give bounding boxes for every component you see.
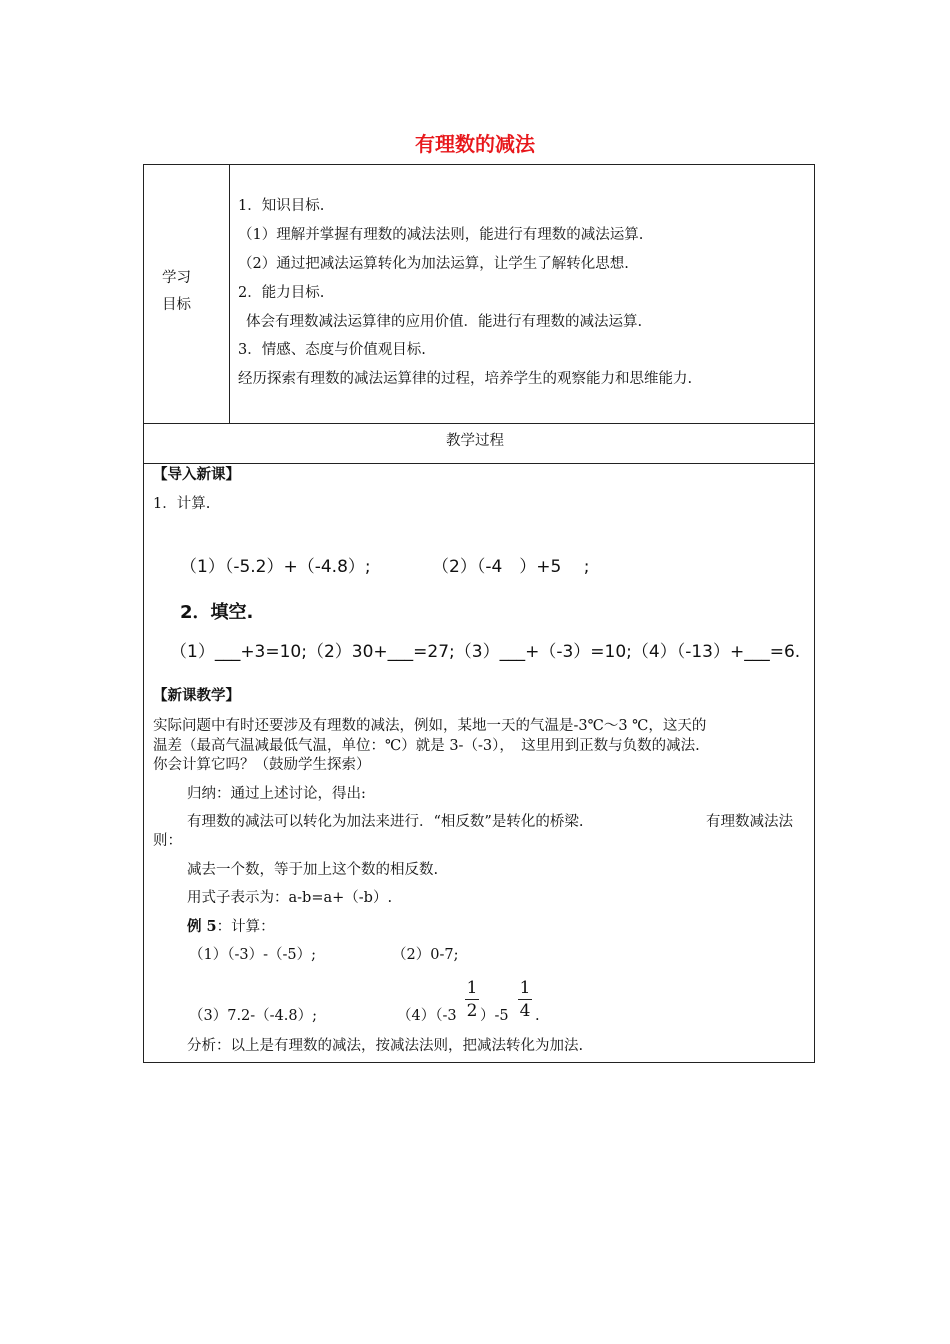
example-item: ）-5	[480, 1008, 509, 1024]
calc-expression: （2）（-4 ）+5 ;	[432, 557, 590, 577]
paragraph-line: 温差（最高气温减最低气温，单位：℃）就是 3-（-3）， 这里用到正数与负数的减法.	[153, 738, 700, 754]
example-instruction: ：计算：	[216, 919, 275, 935]
intro-item: 1．计算.	[153, 496, 211, 512]
fraction-numerator: 1	[466, 978, 478, 998]
table-border-left	[143, 164, 144, 1063]
fill-blank-expression: （1）___+3=10;（2）30+___=27;（3）___+（-3）=10;（4）（-13）+___=6.	[170, 642, 801, 662]
objective-line: 1．知识目标.	[238, 198, 325, 214]
new-lesson-heading: 【新课教学】	[153, 687, 240, 704]
summary-text: 归纳：通过上述讨论，得出:	[187, 786, 366, 802]
fraction-denominator: 2	[466, 1001, 478, 1021]
objectives-label: 学习	[162, 270, 191, 286]
example-item: （2）0-7;	[392, 947, 459, 963]
rule-statement: 减去一个数，等于加上这个数的相反数.	[187, 862, 439, 878]
rule-text: 有理数减法法	[706, 814, 793, 830]
intro-item: 2．填空.	[180, 602, 254, 623]
objective-line: （2）通过把减法运算转化为加法运算，让学生了解转化思想.	[238, 256, 629, 272]
fraction-denominator: 4	[519, 1001, 531, 1021]
table-column-divider	[229, 164, 230, 423]
intro-heading: 【导入新课】	[153, 466, 240, 483]
table-border-right	[814, 164, 815, 1063]
rule-text: 有理数的减法可以转化为加法来进行．“相反数”是转化的桥梁.	[187, 814, 584, 830]
example-item: （4）（-3	[397, 1008, 457, 1024]
table-row-divider	[143, 423, 814, 424]
formula-text: 用式子表示为：a-b=a+（-b）.	[187, 890, 393, 906]
example-item: （3）7.2-（-4.8）;	[189, 1008, 318, 1024]
objective-line: （1）理解并掌握有理数的减法法则，能进行有理数的减法运算.	[238, 227, 644, 243]
objective-line: 经历探索有理数的减法运算律的过程，培养学生的观察能力和思维能力.	[238, 371, 693, 387]
paragraph-line: 实际问题中有时还要涉及有理数的减法，例如，某地一天的气温是-3℃～3 ℃，这天的	[153, 718, 707, 734]
objective-line: 2．能力目标.	[238, 285, 325, 301]
example-heading	[187, 917, 275, 937]
process-header: 教学过程	[446, 433, 504, 449]
example-item-end: .	[535, 1008, 540, 1024]
table-row-divider	[143, 463, 814, 464]
objective-line: 3．情感、态度与价值观目标.	[238, 342, 426, 358]
table-border-bottom	[143, 1062, 814, 1063]
example-item: （1）（-3）-（-5）;	[189, 947, 317, 963]
objectives-label: 目标	[162, 297, 191, 313]
fraction-numerator: 1	[519, 978, 531, 998]
fraction-one-quarter	[518, 979, 532, 1020]
paragraph-line: 你会计算它吗？（鼓励学生探索）	[153, 757, 371, 773]
table-border-top	[143, 164, 814, 165]
rule-text: 则：	[153, 833, 182, 849]
calc-expression: （1）（-5.2）+（-4.8）;	[180, 557, 371, 577]
objective-line: 体会有理数减法运算律的应用价值．能进行有理数的减法运算.	[246, 314, 643, 330]
analysis-text: 分析：以上是有理数的减法，按减法法则，把减法转化为加法.	[187, 1038, 584, 1054]
example-label: 例 5	[187, 918, 217, 935]
page-title: 有理数的减法	[415, 132, 535, 156]
fraction-one-half	[465, 979, 479, 1020]
